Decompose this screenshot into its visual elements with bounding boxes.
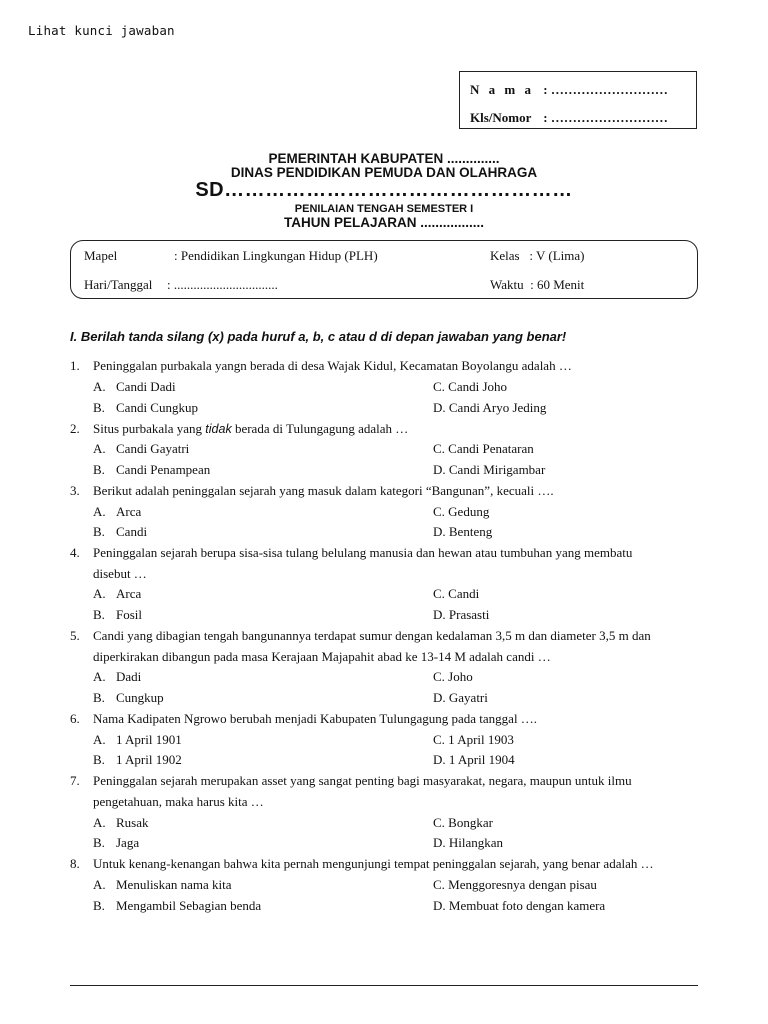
header-department: DINAS PENDIDIKAN PEMUDA DAN OLAHRAGA (230, 165, 538, 180)
header-year: TAHUN PELAJARAN ................. (283, 215, 484, 230)
header-assessment: PENILAIAN TENGAH SEMESTER I (294, 203, 474, 215)
question-text: diperkirakan dibangun pada masa Kerajaan Majapahit abad ke 13-14 M adalah candi … (93, 649, 551, 664)
waktu-info: Waktu : 60 Menit (490, 277, 585, 292)
question-text: pengetahuan, maka harus kita … (93, 794, 264, 809)
option-d[interactable]: D. Gayatri (433, 690, 488, 705)
option-b[interactable]: B. Fosil (93, 607, 143, 622)
hari-label: Hari/Tanggal (84, 277, 153, 292)
option-a[interactable]: A. Menuliskan nama kita (93, 877, 232, 892)
option-c[interactable]: C. Candi (433, 586, 480, 601)
question-text: Peninggalan sejarah berupa sisa-sisa tulang belulang manusia dan hewan atau tumbuhan yang membatu (93, 545, 633, 560)
option-a[interactable]: A. Candi Dadi (93, 379, 176, 394)
option-b[interactable]: B. Jaga (93, 835, 140, 850)
option-c[interactable]: C. 1 April 1903 (433, 732, 514, 747)
question-number: 8. (70, 856, 80, 871)
question-number: 7. (70, 773, 80, 788)
option-c[interactable]: C. Candi Penataran (433, 441, 534, 456)
option-b[interactable]: B. Cungkup (93, 690, 164, 705)
footer-divider (70, 985, 698, 986)
question-number: 6. (70, 711, 80, 726)
name-label: N a m a (470, 82, 534, 97)
option-c[interactable]: C. Gedung (433, 504, 490, 519)
class-value[interactable]: : ……………………… (543, 110, 668, 125)
option-d[interactable]: D. Candi Aryo Jeding (433, 400, 547, 415)
option-d[interactable]: D. Hilangkan (433, 835, 504, 850)
top-note: Lihat kunci jawaban (28, 23, 175, 38)
question-text: Peninggalan purbakala yangn berada di desa Wajak Kidul, Kecamatan Boyolangu adalah … (93, 358, 572, 373)
option-b[interactable]: B. Candi Penampean (93, 462, 211, 477)
question-text: Situs purbakala yang tidak berada di Tulungagung adalah … (93, 421, 409, 436)
option-a[interactable]: A. Arca (93, 586, 142, 601)
question-text: Untuk kenang-kenangan bahwa kita pernah mengunjungi tempat peninggalan sejarah, yang benar adalah … (93, 856, 654, 871)
question-text: Berikut adalah peninggalan sejarah yang masuk dalam kategori “Bangunan”, kecuali …. (93, 483, 554, 498)
question-number: 4. (70, 545, 80, 560)
option-d[interactable]: D. Candi Mirigambar (433, 462, 546, 477)
option-d[interactable]: D. Benteng (433, 524, 493, 539)
option-d[interactable]: D. Prasasti (433, 607, 490, 622)
class-label: Kls/Nomor (470, 110, 532, 125)
option-d[interactable]: D. Membuat foto dengan kamera (433, 898, 606, 913)
header-government: PEMERINTAH KABUPATEN .............. (268, 151, 500, 166)
question-text: Peninggalan sejarah merupakan asset yang sangat penting bagi masyarakat, negara, maupun untuk ilmu (93, 773, 632, 788)
option-b[interactable]: B. 1 April 1902 (93, 752, 182, 767)
option-a[interactable]: A. 1 April 1901 (93, 732, 182, 747)
section-instruction: I. Berilah tanda silang (x) pada huruf a, b, c atau d di depan jawaban yang benar! (70, 329, 567, 344)
mapel-label: Mapel (84, 248, 118, 263)
name-value[interactable]: : ……………………… (543, 82, 668, 97)
question-number: 1. (70, 358, 80, 373)
question-text: disebut … (93, 566, 147, 581)
option-c[interactable]: C. Bongkar (433, 815, 493, 830)
option-c[interactable]: C. Joho (433, 669, 473, 684)
header-school: SD…………………………………………… (195, 179, 573, 201)
question-number: 5. (70, 628, 80, 643)
option-a[interactable]: A. Dadi (93, 669, 142, 684)
hari-value[interactable]: : ................................ (167, 277, 278, 292)
question-number: 3. (70, 483, 80, 498)
option-b[interactable]: B. Mengambil Sebagian benda (93, 898, 262, 913)
option-c[interactable]: C. Menggoresnya dengan pisau (433, 877, 597, 892)
option-a[interactable]: A. Arca (93, 504, 142, 519)
option-b[interactable]: B. Candi (93, 524, 148, 539)
question-text: Nama Kadipaten Ngrowo berubah menjadi Kabupaten Tulungagung pada tanggal …. (93, 711, 538, 726)
option-a[interactable]: A. Candi Gayatri (93, 441, 190, 456)
option-b[interactable]: B. Candi Cungkup (93, 400, 198, 415)
option-d[interactable]: D. 1 April 1904 (433, 752, 515, 767)
mapel-value: : Pendidikan Lingkungan Hidup (PLH) (174, 248, 378, 263)
question-number: 2. (70, 421, 80, 436)
option-a[interactable]: A. Rusak (93, 815, 149, 830)
question-text: Candi yang dibagian tengah bangunannya terdapat sumur dengan kedalaman 3,5 m dan diameter 3,5 m dan (93, 628, 651, 643)
kelas-info: Kelas : V (Lima) (490, 248, 585, 263)
option-c[interactable]: C. Candi Joho (433, 379, 508, 394)
